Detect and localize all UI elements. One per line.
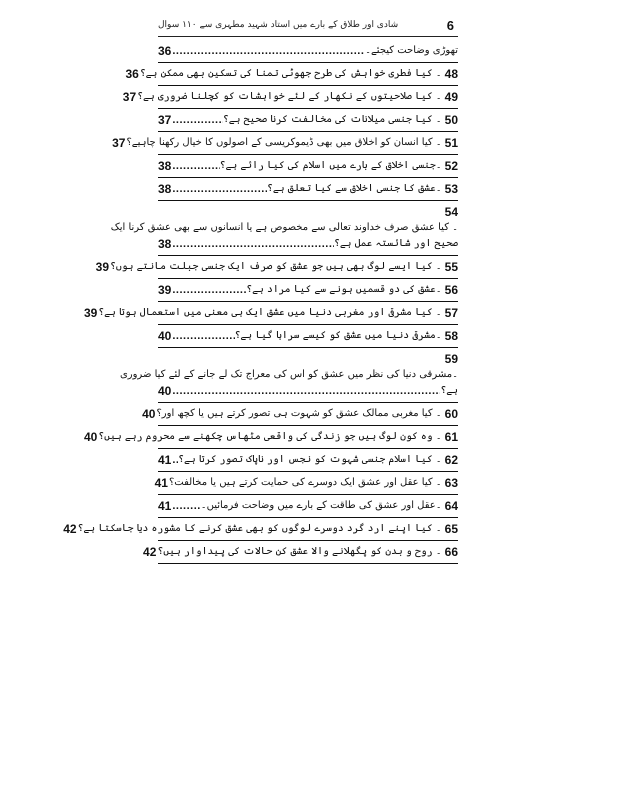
entry-page: 41 — [158, 499, 172, 513]
toc-entry — [110, 201, 458, 256]
toc-entry — [154, 472, 458, 495]
entry-page: 42 — [63, 522, 77, 536]
entry-page: 41 — [154, 476, 168, 490]
entry-title: ۔مشرقی دنیا کی نظر میں عشق کو اس کی معراج تک لے جانے کے لئے کیا ضروری — [119, 369, 458, 380]
entry-title: ۔ کیا عشق صرف خداوند تعالی سے مخصوص ہے یا انسانوں سے بھی عشق کرنا ایک — [110, 222, 458, 233]
entry-number: 54 — [444, 205, 458, 219]
toc-entry — [158, 495, 458, 518]
dot-leader — [172, 452, 178, 468]
entry-page: 39 — [158, 283, 172, 297]
entry-page: 40 — [142, 407, 156, 421]
entry-number: 58 — [444, 329, 458, 343]
entry-number: 49 — [444, 90, 458, 104]
toc-entry — [143, 541, 458, 564]
entry-title: ۔ کیا فطری خواہش کی طرح جھوٹی تمنا کی تسکین بھی ممکن ہے؟ — [139, 68, 442, 79]
entry-page: 37 — [158, 113, 172, 127]
toc-entry — [119, 348, 458, 403]
toc-entry — [95, 256, 458, 279]
toc-entry — [158, 40, 458, 63]
entry-number: 66 — [444, 545, 458, 559]
entry-number: 59 — [444, 352, 458, 366]
entry-number: 50 — [444, 113, 458, 127]
dot-leader — [172, 158, 219, 174]
dot-leader — [172, 43, 365, 59]
entry-number: 52 — [444, 159, 458, 173]
entry-number: 55 — [444, 260, 458, 274]
entry-page: 36 — [158, 44, 172, 58]
entry-title: تھوڑی وضاحت کیجئے۔ — [365, 45, 458, 56]
entry-number: 57 — [444, 306, 458, 320]
toc-entry — [122, 86, 458, 109]
entry-number: 61 — [444, 430, 458, 444]
entry-title: ۔ کیا مشرقی اور مغربی دنیا میں عشق ایک ہی معنی میں استعمال ہوتا ہے؟ — [98, 307, 442, 318]
entry-page: 39 — [83, 306, 98, 320]
toc-entry — [158, 155, 458, 178]
entry-page: 40 — [158, 329, 172, 343]
entry-title: ۔مشرقی دنیا میں عشق کو کیسے سراہا گیا ہے؟ — [234, 330, 442, 341]
entry-number: 62 — [444, 453, 458, 467]
entry-title: ۔ کیا اسلام جنسی شہوت کو نجس اور ناپاک تصور کرتا ہے؟ — [178, 454, 442, 465]
entry-title: ۔ کیا جنسی میلانات کی مخالفت کرنا صحیح ہے؟ — [222, 114, 442, 125]
dot-leader — [172, 282, 246, 298]
entry-page: 38 — [158, 182, 172, 196]
toc-entry — [83, 302, 458, 325]
dot-leader — [172, 383, 440, 399]
entry-number: 64 — [444, 499, 458, 513]
entry-number: 63 — [444, 476, 458, 490]
dot-leader — [172, 328, 234, 344]
entry-page: 38 — [158, 159, 172, 173]
entry-page: 39 — [95, 260, 110, 274]
entry-title-continued: صحیح اور شائستہ عمل ہے؟ — [333, 238, 458, 249]
entry-number: 60 — [444, 407, 458, 421]
entry-title: ۔ کیا عقل اور عشق ایک دوسرے کی حمایت کرتے ہیں یا مخالفت؟ — [168, 477, 442, 488]
toc-entry — [63, 518, 458, 541]
entry-page: 38 — [158, 237, 172, 251]
entry-number: 48 — [444, 67, 458, 81]
toc-entry — [158, 109, 458, 132]
entry-page: 40 — [83, 430, 98, 444]
entry-title: ۔ کیا ایسے لوگ بھی ہیں جو عشق کو صرف ایک جنسی جبلت مانتے ہوں؟ — [110, 261, 442, 272]
page-number: 6 — [446, 17, 454, 33]
entry-page: 41 — [158, 453, 172, 467]
entry-number: 56 — [444, 283, 458, 297]
entry-title: ۔عشق کی دو قسمیں ہونے سے کیا مراد ہے؟ — [246, 284, 442, 295]
table-of-contents — [63, 40, 458, 564]
entry-title-continued: ہے؟ — [440, 385, 458, 396]
entry-number: 65 — [444, 522, 458, 536]
toc-entry — [158, 325, 458, 348]
entry-title: ۔ کیا مغربی ممالک عشق کو شہوت ہی تصور کرتے ہیں یا کچھ اور؟ — [156, 408, 442, 419]
toc-entry — [142, 403, 458, 426]
entry-title: ۔جنسی اخلاق کے بارے میں اسلام کی کیا رائے ہے؟ — [219, 160, 442, 171]
dot-leader — [172, 236, 334, 252]
entry-continuation-line — [158, 383, 458, 399]
entry-page: 37 — [122, 90, 137, 104]
entry-page: 37 — [112, 136, 126, 150]
entry-title: ۔عقل اور عشق کی طاقت کے بارے میں وضاحت فرمائیں۔ — [200, 500, 442, 511]
toc-entry — [125, 63, 458, 86]
entry-page: 36 — [125, 67, 139, 81]
entry-title: ۔ کیا صلاحیتوں کے نکھار کے لئے خواہشات کو کچلنا ضروری ہے؟ — [137, 91, 442, 102]
dot-leader — [172, 112, 222, 128]
dot-leader — [172, 181, 267, 197]
entry-title: ۔ کیا انسان کو اخلاق میں بھی ڈیموکریسی کے اصولوں کا خیال رکھنا چاہیے؟ — [126, 137, 442, 148]
entry-number: 51 — [444, 136, 458, 150]
toc-entry — [158, 449, 458, 472]
entry-title: ۔ روح و بدن کو پگھلانے والا عشق کن حالات کی پیداوار ہیں؟ — [157, 546, 442, 557]
toc-entry — [112, 132, 458, 155]
entry-title: ۔ کیا اپنے ارد گرد دوسرے لوگوں کو بھی عشق کرنے کا مشورہ دیا جاسکتا ہے؟ — [77, 523, 442, 534]
toc-entry — [158, 279, 458, 302]
toc-entry — [83, 426, 458, 449]
entry-continuation-line — [158, 236, 458, 252]
header-title: شادی اور طلاق کے بارے میں استاد شہید مطہری سے ۱۱۰ سوال — [158, 20, 399, 30]
entry-page: 40 — [158, 384, 172, 398]
entry-number: 53 — [444, 182, 458, 196]
page-header — [158, 14, 458, 37]
entry-title: ۔ وہ کون لوگ ہیں جو زندگی کی واقعی مٹھاس چکھنے سے محروم رہے ہیں؟ — [98, 431, 442, 442]
entry-title: ۔عشق کا جنسی اخلاق سے کیا تعلق ہے؟ — [267, 183, 442, 194]
entry-page: 42 — [143, 545, 157, 559]
dot-leader — [172, 498, 200, 514]
toc-entry — [158, 178, 458, 201]
